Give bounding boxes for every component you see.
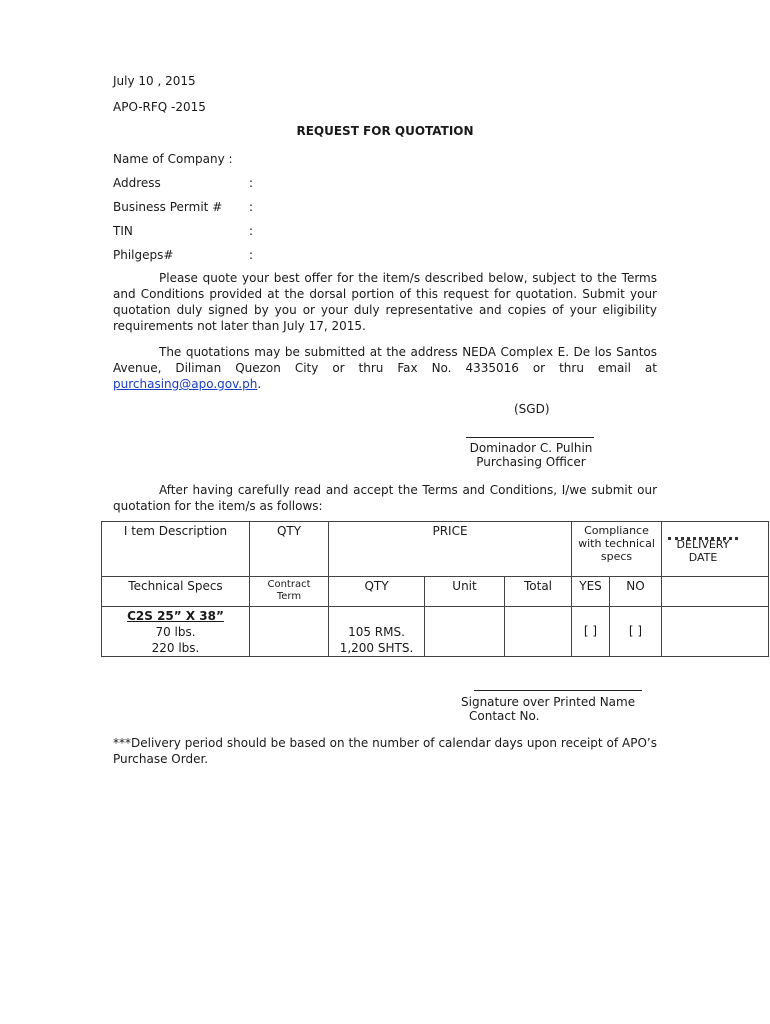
signatory-position: Purchasing Officer <box>476 455 586 469</box>
header-technical-specs: Technical Specs <box>102 577 250 607</box>
submission-end: . <box>257 377 262 391</box>
field-permit-label: Business Permit # <box>113 200 223 214</box>
contact-caption: Contact No. <box>469 709 540 723</box>
submission-paragraph <box>113 344 657 392</box>
header-item-description: I tem Description <box>102 522 250 577</box>
field-permit-colon: : <box>249 200 254 214</box>
no-checkbox[interactable]: [ ] <box>610 607 662 657</box>
acceptance-paragraph <box>113 482 657 514</box>
email-link[interactable]: purchasing@apo.gov.ph <box>113 377 258 391</box>
header-unit: Unit <box>425 577 505 607</box>
field-philgeps-label: Philgeps# <box>113 248 174 262</box>
header-delivery-empty <box>662 577 769 607</box>
header-contract-term: Contract Term <box>250 577 329 607</box>
reference-number: APO-RFQ -2015 <box>113 100 206 114</box>
item-name: C2S 25” X 38” <box>127 609 224 623</box>
acceptance-text: After having carefully read and accept the Terms and Conditions, I/we submit our quotation for the item/s as follows: <box>113 483 657 513</box>
total-cell <box>505 607 572 657</box>
qty-rms: 105 RMS. <box>348 625 405 639</box>
qty-cell <box>329 607 425 657</box>
item-spec-220: 220 lbs. <box>151 641 200 655</box>
table-subheader-row <box>102 577 769 607</box>
header-price-qty: QTY <box>329 577 425 607</box>
table-row <box>102 607 769 657</box>
instructions-paragraph <box>113 270 657 334</box>
item-spec-70: 70 lbs. <box>155 625 196 639</box>
signature-caption: Signature over Printed Name <box>461 695 636 709</box>
instructions-text: Please quote your best offer for the item/s described below, subject to the Terms and Conditions provided at the dorsal portion of this request for quotation. Submit your quotation duly signed by you or your duly representative and copies of your eligibility requirements not later than July 17, 2015. <box>113 271 657 333</box>
field-tin-label: TIN <box>113 224 133 238</box>
unit-cell <box>425 607 505 657</box>
yes-checkbox[interactable]: [ ] <box>572 607 610 657</box>
submission-text: The quotations may be submitted at the address NEDA Complex E. De los Santos Avenue, Diliman Quezon City or thru Fax No. 4335016 or thru email at <box>113 345 657 375</box>
delivery-cell <box>662 607 769 657</box>
field-address-label: Address <box>113 176 161 190</box>
field-philgeps-colon: : <box>249 248 254 262</box>
contract-term-cell <box>250 607 329 657</box>
header-compliance: Compliance with technical specs <box>572 522 662 577</box>
date: July 10 , 2015 <box>113 74 196 88</box>
field-tin-colon: : <box>249 224 254 238</box>
field-address-colon: : <box>249 176 254 190</box>
item-cell <box>102 607 250 657</box>
header-total: Total <box>505 577 572 607</box>
signatory-name: Dominador C. Pulhin <box>469 441 593 455</box>
qty-shts: 1,200 SHTS. <box>339 641 414 655</box>
document-title: REQUEST FOR QUOTATION <box>296 124 474 138</box>
field-company-label: Name of Company : <box>113 152 233 166</box>
header-delivery-date: DELIVERY DATE <box>676 538 730 564</box>
sgd-mark: (SGD) <box>514 402 550 416</box>
delivery-note: ***Delivery period should be based on the number of calendar days upon receipt of APO’s Purchase Order. <box>113 736 657 766</box>
header-qty: QTY <box>250 522 329 577</box>
header-yes: YES <box>572 577 610 607</box>
signatory-line <box>466 437 594 438</box>
header-no: NO <box>610 577 662 607</box>
bidder-signature-line <box>474 690 642 691</box>
header-price: PRICE <box>329 522 572 577</box>
